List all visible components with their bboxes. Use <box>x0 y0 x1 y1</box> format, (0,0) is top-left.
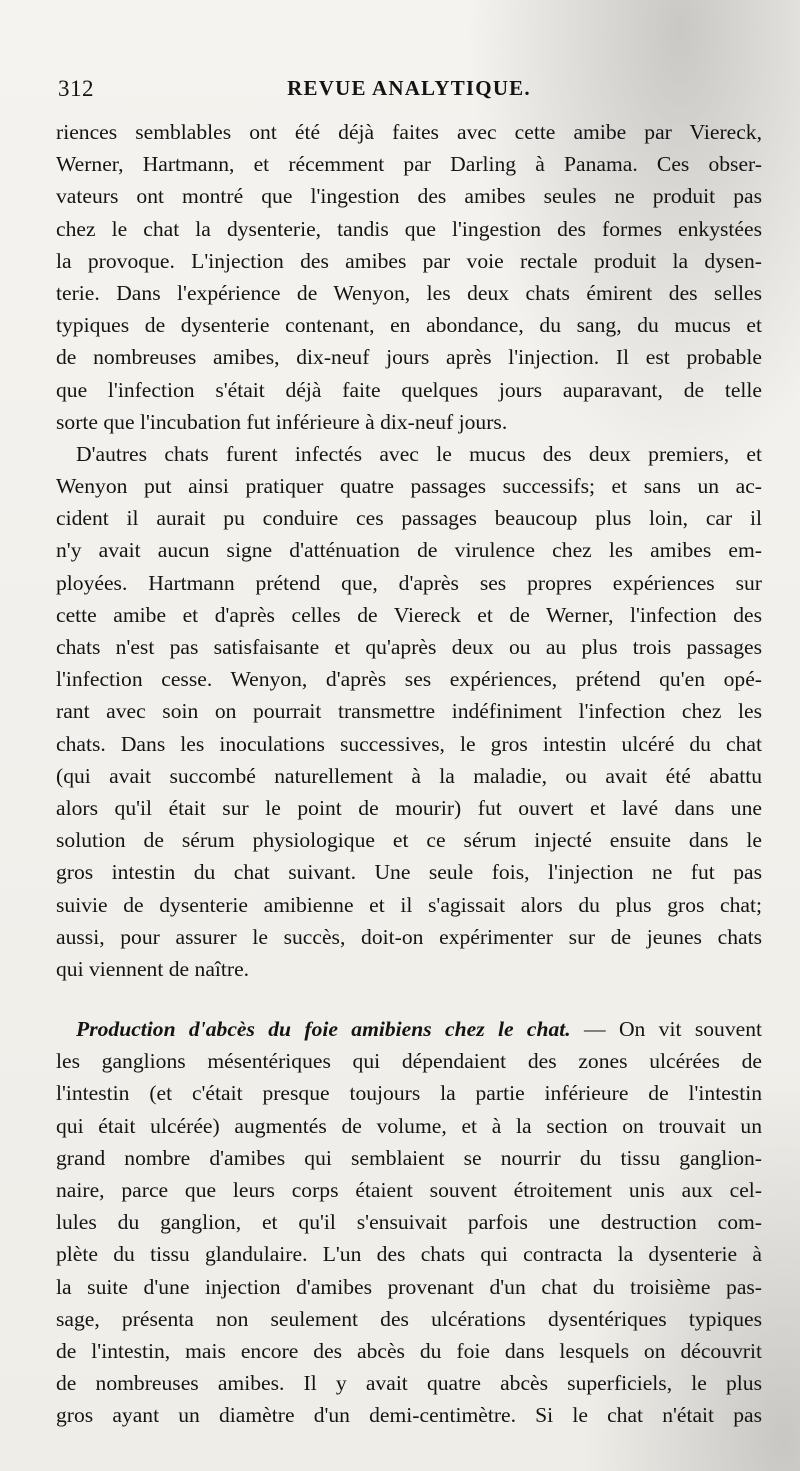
text-line: de l'intestin, mais encore des abcès du foie dans lesquels on découvrit <box>56 1338 762 1363</box>
text-line: rant avec soin on pourrait transmettre indéfiniment l'infection chez les <box>56 699 762 724</box>
paragraph-3 <box>56 1013 762 1431</box>
text-line: typiques de dysenterie contenant, en abondance, du sang, du mucus et <box>56 313 762 338</box>
text-line: chats n'est pas satisfaisante et qu'après deux ou au plus trois passages <box>56 635 762 659</box>
text-line: gros ayant un diamètre d'un demi-centimètre. Si le chat n'était pas <box>56 1403 762 1428</box>
text-line: qui était ulcérée) augmentés de volume, et à la section on trouvait un <box>56 1113 762 1138</box>
text-line: que l'infection s'était déjà faite quelques jours auparavant, de telle <box>56 377 762 402</box>
body-text <box>56 116 762 1432</box>
text-line: chez le chat la dysenterie, tandis que l'ingestion des formes enkystées <box>56 216 762 241</box>
text-line: aussi, pour assurer le succès, doit-on expérimenter sur de jeunes chats <box>56 924 762 949</box>
text-line: n'y avait aucun signe d'atténuation de virulence chez les amibes em- <box>56 538 762 563</box>
text-line: Wenyon put ainsi pratiquer quatre passages successifs; et sans un ac- <box>56 474 762 499</box>
paragraph-1 <box>56 116 762 438</box>
text-line: cette amibe et d'après celles de Viereck et de Werner, l'infection des <box>56 602 762 627</box>
text-line: qui viennent de naître. <box>56 956 250 981</box>
text-line: de nombreuses amibes. Il y avait quatre abcès superficiels, le plus <box>56 1371 762 1396</box>
running-title: REVUE ANALYTIQUE. <box>287 76 531 100</box>
text-line: D'autres chats furent infectés avec le mucus des deux premiers, et <box>76 441 762 466</box>
text-line: ployées. Hartmann prétend que, d'après ses propres expériences sur <box>56 570 762 595</box>
section-title-rest: — On vit souvent <box>570 1017 762 1042</box>
text-line: la provoque. L'injection des amibes par voie rectale produit la dysen- <box>56 248 762 273</box>
text-line: sorte que l'incubation fut inférieure à dix-neuf jours. <box>56 409 508 434</box>
text-line: vateurs ont montré que l'ingestion des amibes seules ne produit pas <box>56 184 762 209</box>
text-line: plète du tissu glandulaire. L'un des chats qui contracta la dysenterie à <box>56 1242 762 1267</box>
text-line: l'infection cesse. Wenyon, d'après ses expériences, prétend qu'en opé- <box>56 667 762 692</box>
page-header <box>58 76 760 106</box>
text-line: alors qu'il était sur le point de mourir) fut ouvert et lavé dans une <box>56 795 762 820</box>
text-line: grand nombre d'amibes qui semblaient se nourrir du tissu ganglion- <box>56 1145 762 1170</box>
text-line: cident il aurait pu conduire ces passages beaucoup plus loin, car il <box>56 506 762 531</box>
text-line: gros intestin du chat suivant. Une seule fois, l'injection ne fut pas <box>56 860 762 885</box>
text-line: suivie de dysenterie amibienne et il s'agissait alors du plus gros chat; <box>56 892 762 917</box>
text-line: sage, présenta non seulement des ulcérations dysentériques typiques <box>56 1306 762 1331</box>
text-line: chats. Dans les inoculations successives, le gros intestin ulcéré du chat <box>56 731 762 756</box>
text-line: l'intestin (et c'était presque toujours la partie inférieure de l'intestin <box>56 1081 762 1106</box>
text-line: riences semblables ont été déjà faites avec cette amibe par Viereck, <box>56 120 762 144</box>
text-line: terie. Dans l'expérience de Wenyon, les deux chats émirent des selles <box>56 280 762 305</box>
paragraph-gap <box>56 985 762 1013</box>
text-line <box>56 1013 762 1045</box>
text-line: de nombreuses amibes, dix-neuf jours après l'injection. Il est probable <box>56 345 762 370</box>
text-line: la suite d'une injection d'amibes provenant d'un chat du troisième pas- <box>56 1274 762 1299</box>
paragraph-2 <box>56 438 762 985</box>
text-line: (qui avait succombé naturellement à la maladie, ou avait été abattu <box>56 763 762 788</box>
text-line: naire, parce que leurs corps étaient souvent étroitement unis aux cel- <box>56 1178 762 1202</box>
section-title: Production d'abcès du foie amibiens chez le chat. <box>76 1017 571 1042</box>
text-line: solution de sérum physiologique et ce sérum injecté ensuite dans le <box>56 828 762 853</box>
text-line: les ganglions mésentériques qui dépendaient des zones ulcérées de <box>56 1049 762 1074</box>
text-line: lules du ganglion, et qu'il s'ensuivait parfois une destruction com- <box>56 1210 762 1235</box>
text-line: Werner, Hartmann, et récemment par Darling à Panama. Ces obser- <box>56 152 762 177</box>
page-number: 312 <box>58 76 94 101</box>
